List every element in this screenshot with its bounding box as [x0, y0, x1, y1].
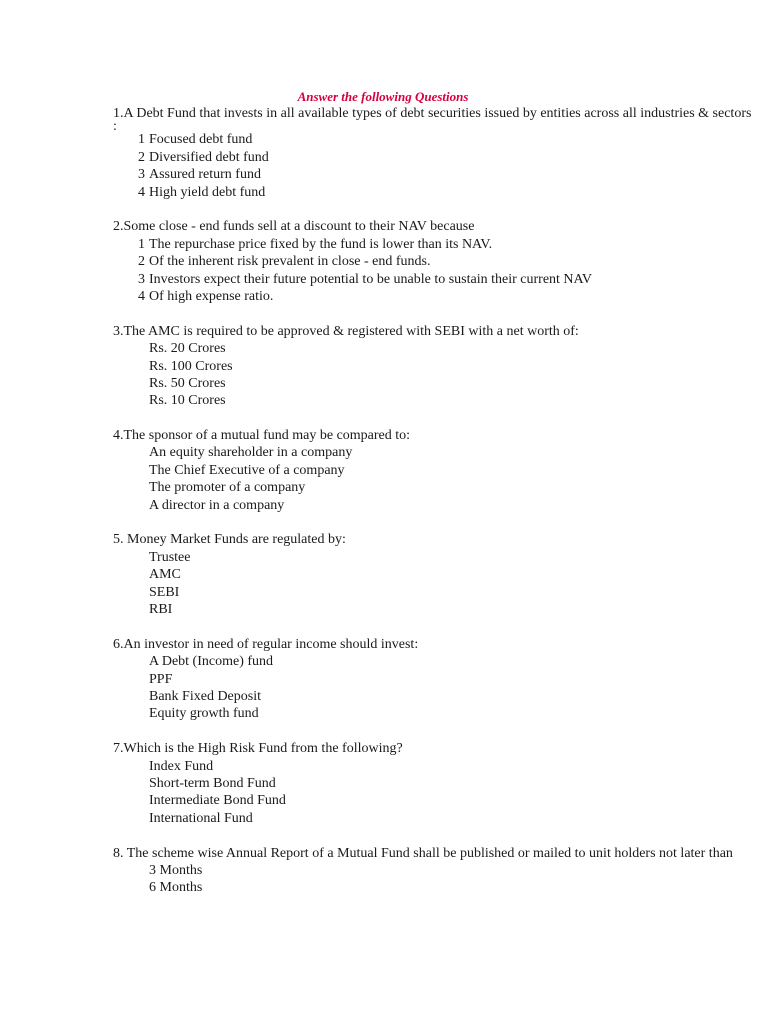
answer-option	[113, 566, 768, 583]
option-number: 3	[138, 271, 145, 287]
option-text: A Debt (Income) fund	[149, 654, 274, 670]
answer-option	[113, 462, 768, 479]
answer-option	[113, 253, 768, 270]
option-text: SEBI	[149, 584, 180, 600]
option-number: 1	[138, 236, 145, 252]
answer-option	[113, 775, 768, 792]
answer-option	[113, 340, 768, 357]
option-text: Of the inherent risk prevalent in close - end funds.	[149, 254, 431, 270]
answer-option	[113, 288, 768, 305]
page-heading: Answer the following Questions	[297, 89, 469, 104]
question-text: 1.A Debt Fund that invests in all available types of debt securities issued by entities across all industries & sectors	[113, 106, 752, 121]
answer-option	[113, 392, 768, 409]
option-text: PPF	[149, 671, 173, 687]
option-text: International Fund	[149, 810, 253, 826]
option-text: A director in a company	[149, 497, 285, 513]
answer-option	[113, 601, 768, 618]
option-text: An equity shareholder in a company	[149, 445, 353, 461]
option-text: The promoter of a company	[149, 480, 306, 496]
answer-option	[113, 792, 768, 809]
question-continuation: :	[113, 122, 117, 132]
question-text: 2.Some close - end funds sell at a discount to their NAV because	[113, 219, 475, 235]
question-block	[113, 845, 768, 897]
question-block	[113, 323, 768, 410]
option-text: Of high expense ratio.	[149, 288, 274, 304]
option-text: Bank Fixed Deposit	[149, 688, 261, 704]
answer-option	[113, 271, 768, 288]
answer-option	[113, 166, 768, 183]
option-number: 4	[138, 288, 145, 304]
question-text: 3.The AMC is required to be approved & registered with SEBI with a net worth of:	[113, 323, 579, 339]
answer-option	[113, 810, 768, 827]
option-text: High yield debt fund	[149, 184, 266, 200]
answer-option	[113, 184, 768, 201]
option-text: Rs. 50 Crores	[149, 375, 226, 391]
answer-option	[113, 375, 768, 392]
option-text: AMC	[149, 567, 181, 583]
answer-option	[113, 479, 768, 496]
option-text: Equity growth fund	[149, 706, 259, 722]
answer-option	[113, 131, 768, 148]
option-text: Rs. 20 Crores	[149, 341, 226, 357]
answer-option	[113, 444, 768, 461]
answer-option	[113, 758, 768, 775]
option-number: 2	[138, 149, 145, 165]
question-text: 6.An investor in need of regular income should invest:	[113, 636, 419, 652]
option-number: 3	[138, 167, 145, 183]
option-number: 1	[138, 132, 145, 148]
answer-option	[113, 671, 768, 688]
option-text: 6 Months	[149, 880, 203, 896]
answer-option	[113, 358, 768, 375]
option-text: Diversified debt fund	[149, 149, 269, 165]
document-body	[113, 88, 768, 914]
option-text: Trustee	[149, 549, 191, 565]
answer-option	[113, 653, 768, 670]
option-text: The repurchase price fixed by the fund is lower than its NAV.	[149, 236, 493, 252]
option-text: Rs. 10 Crores	[149, 393, 226, 409]
option-text: Intermediate Bond Fund	[149, 793, 286, 809]
option-text: 3 Months	[149, 862, 203, 878]
option-number: 4	[138, 184, 145, 200]
option-text: The Chief Executive of a company	[149, 462, 345, 478]
question-block	[113, 740, 768, 827]
answer-option	[113, 879, 768, 896]
question-text: 5. Money Market Funds are regulated by:	[113, 532, 346, 548]
answer-option	[113, 549, 768, 566]
question-text: 4.The sponsor of a mutual fund may be compared to:	[113, 428, 411, 444]
option-number: 2	[138, 254, 145, 270]
question-text: 7.Which is the High Risk Fund from the following?	[113, 741, 403, 757]
question-list	[113, 105, 768, 897]
question-block	[113, 636, 768, 723]
option-text: Assured return fund	[149, 167, 261, 183]
option-text: Investors expect their future potential to be unable to sustain their current NAV	[149, 271, 592, 287]
option-text: RBI	[149, 602, 173, 618]
answer-option	[113, 236, 768, 253]
option-text: Focused debt fund	[149, 132, 253, 148]
question-block	[113, 427, 768, 514]
answer-option	[113, 705, 768, 722]
option-text: Rs. 100 Crores	[149, 358, 233, 374]
answer-option	[113, 497, 768, 514]
option-text: Short-term Bond Fund	[149, 775, 276, 791]
answer-option	[113, 149, 768, 166]
option-text: Index Fund	[149, 758, 214, 774]
answer-option	[113, 688, 768, 705]
answer-option	[113, 862, 768, 879]
question-text: 8. The scheme wise Annual Report of a Mutual Fund shall be published or mailed to unit holders not later than	[113, 845, 733, 861]
question-block	[113, 105, 768, 201]
question-block	[113, 531, 768, 618]
question-block	[113, 218, 768, 305]
answer-option	[113, 584, 768, 601]
